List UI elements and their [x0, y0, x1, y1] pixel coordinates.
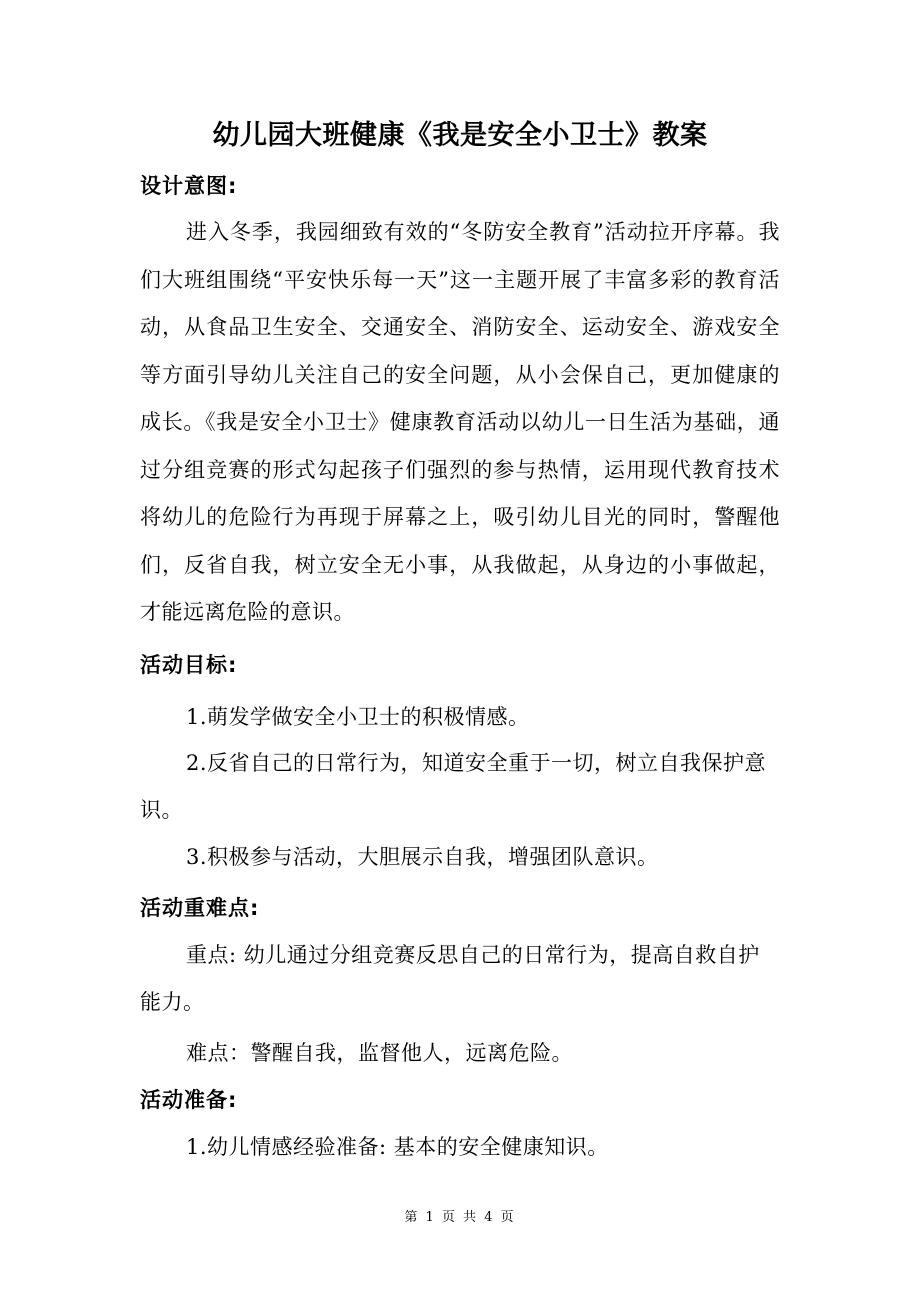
goal-item-3: 3.积极参与活动，大胆展示自我，增强团队意识。 — [186, 845, 659, 869]
section-heading-preparation: 活动准备: — [140, 1088, 238, 1112]
preparation-item-1: 1.幼儿情感经验准备: 基本的安全健康知识。 — [186, 1135, 609, 1159]
section-heading-key-points: 活动重难点: — [140, 896, 260, 920]
document-title: 幼儿园大班健康《我是安全小卫士》教案 — [212, 120, 708, 151]
section-heading-goals: 活动目标: — [140, 653, 238, 677]
key-point-difficulty: 难点：警醒自我，监督他人，远离危险。 — [186, 1041, 573, 1065]
page-footer: 第 1 页 共 4 页 — [404, 1210, 516, 1225]
section-heading-design: 设计意图: — [140, 174, 238, 198]
goal-item-1: 1.萌发学做安全小卫士的积极情感。 — [186, 705, 530, 729]
key-point-focus: 重点: 幼儿通过分组竞赛反思自己的日常行为，提高自救自护能力。 — [140, 943, 760, 1014]
goal-item-2: 2.反省自己的日常行为，知道安全重于一切，树立自我保护意识。 — [140, 751, 767, 822]
design-paragraph: 进入冬季，我园细致有效的“冬防安全教育”活动拉开序幕。我们大班组围绕“平安快乐每一天”这一主题开展了丰富多彩的教育活动，从食品卫生安全、交通安全、消防安全、运动安全、游戏安全等方面引导幼儿关注自己的安全问题，从小会保自己，更加健康的成长。《我是安全小卫士》健康教育活动以幼儿一日生活为基础，通过分组竞赛的形式勾起孩子们强烈的参与热情，运用现代教育技术将幼儿的危险行为再现于屏幕之上，吸引幼儿目光的同时，警醒他们，反省自我，树立安全无小事，从我做起，从身边的小事做起，才能远离危险的意识。 — [140, 220, 780, 624]
